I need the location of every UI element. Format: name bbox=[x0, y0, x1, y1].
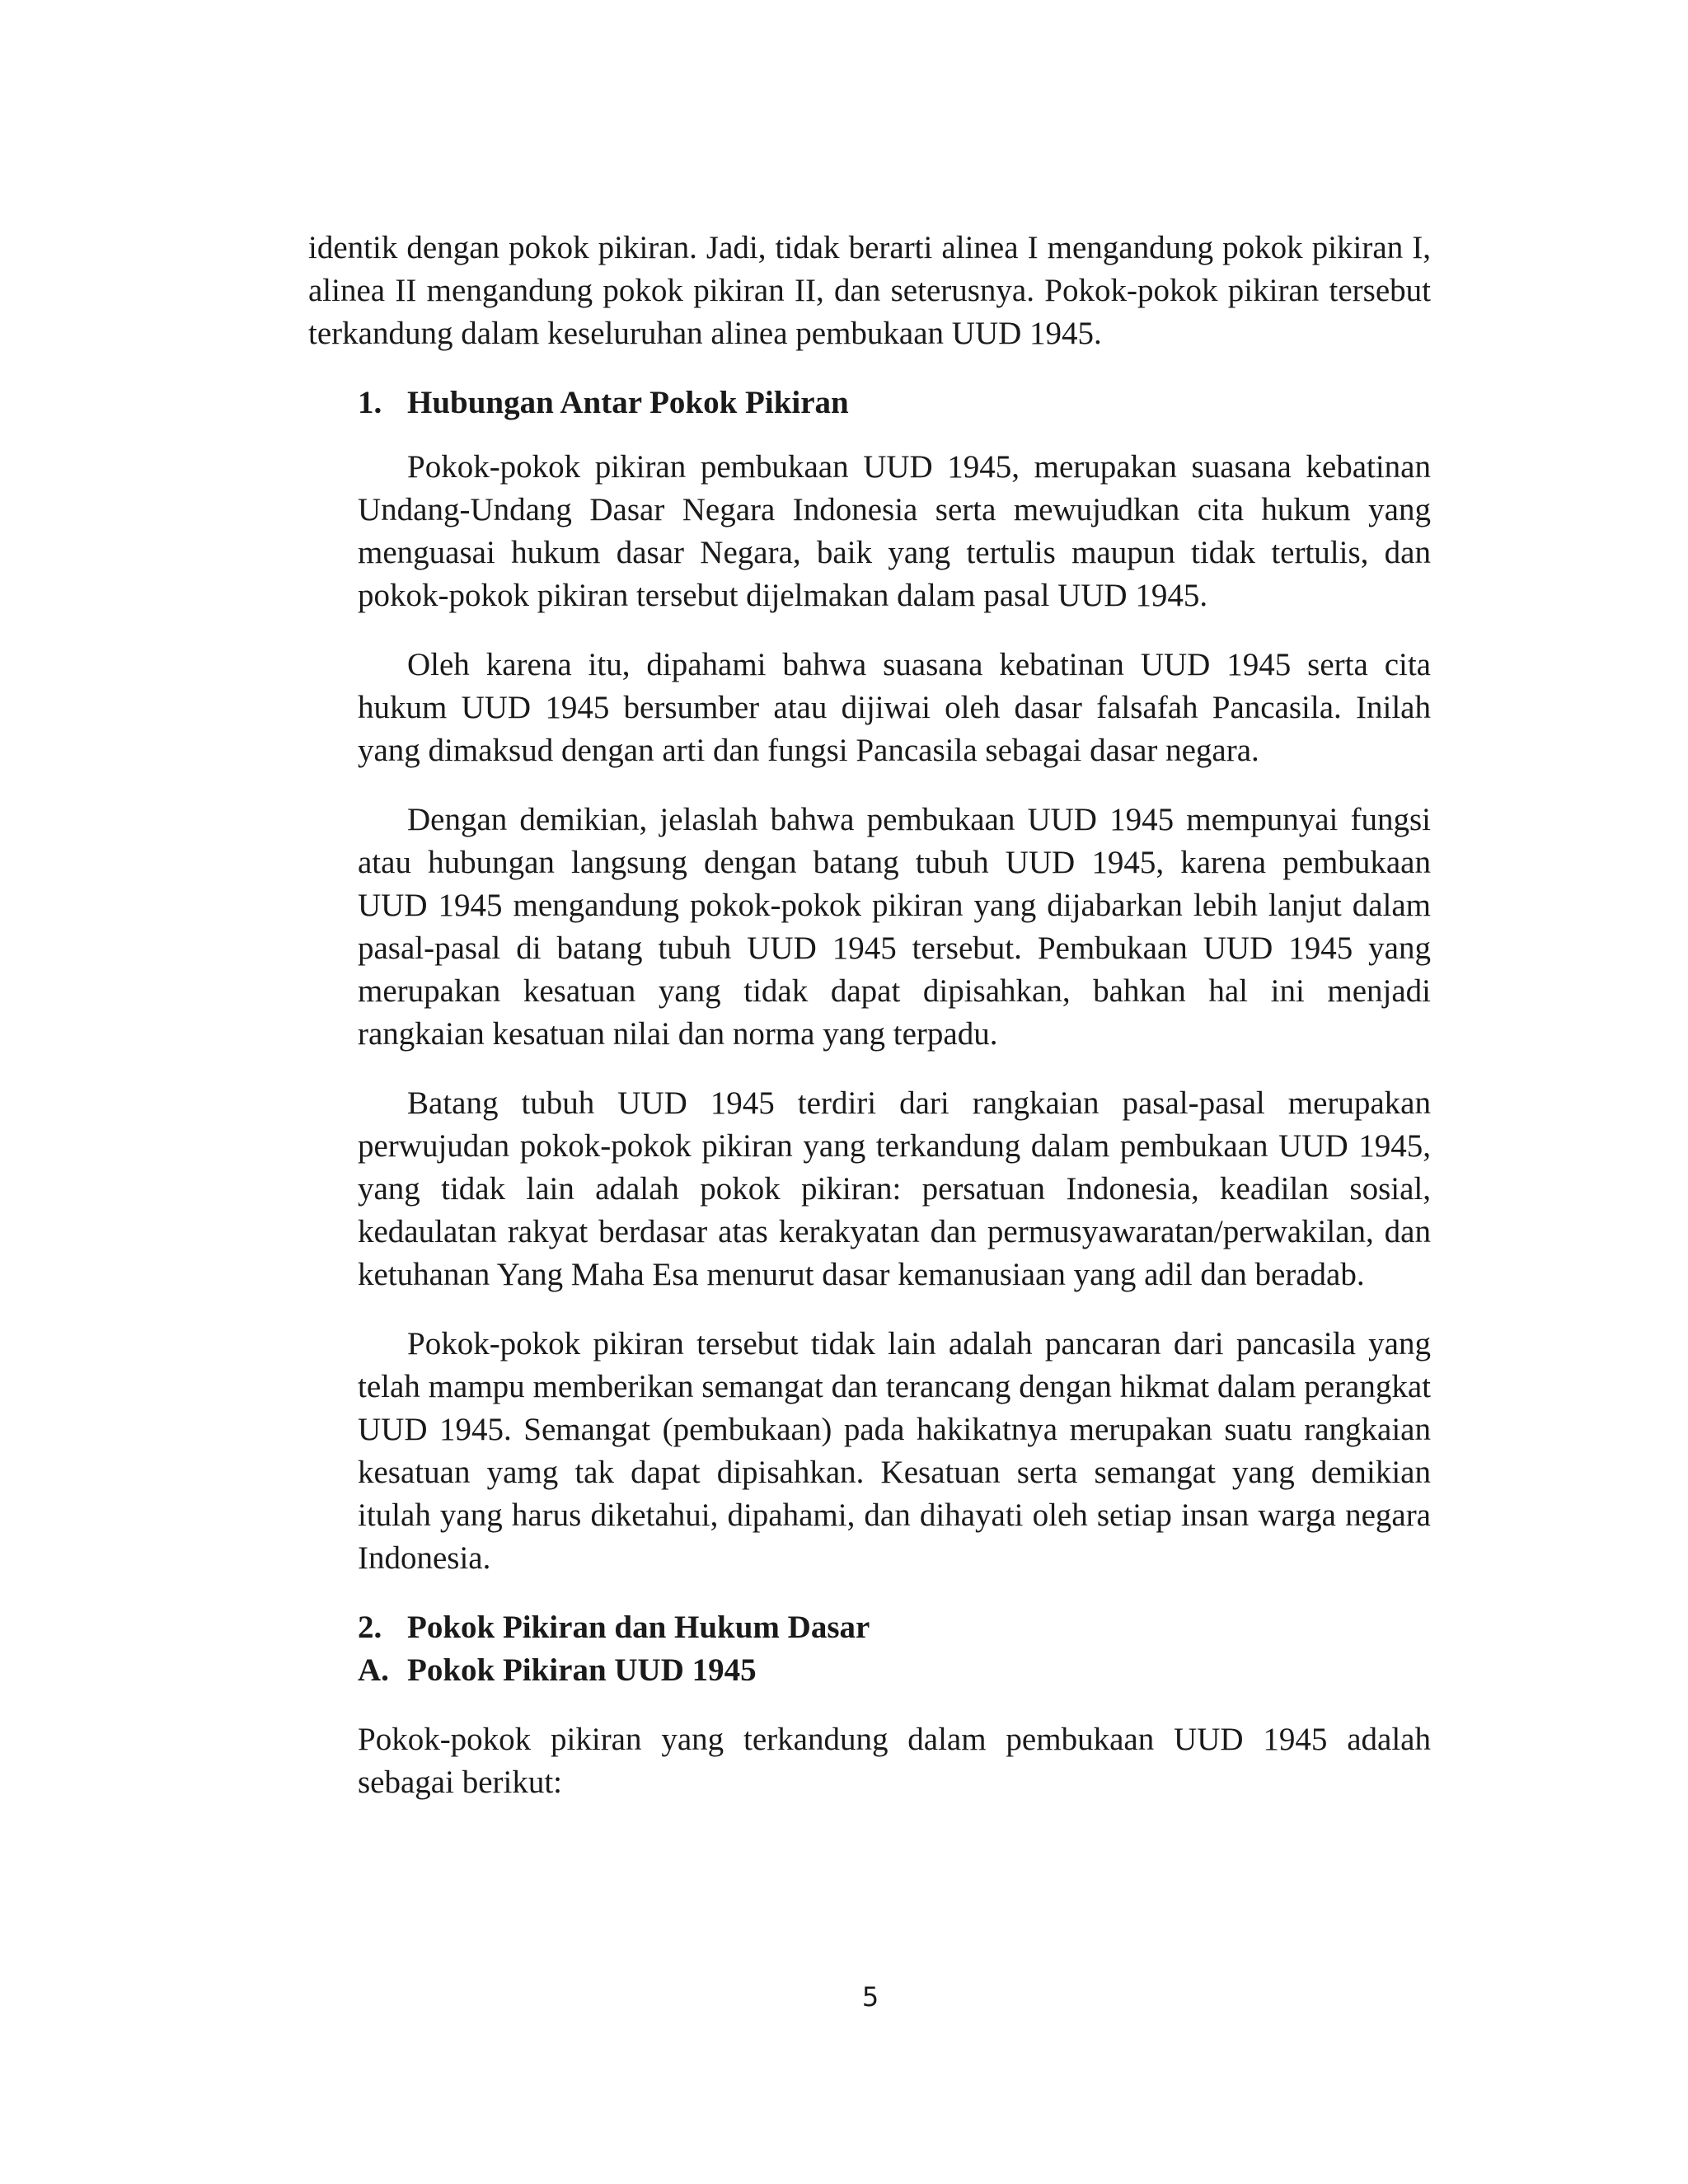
section-a-paragraph: Pokok-pokok pikiran yang terkandung dalam pembukaan UUD 1945 adalah sebagai berikut: bbox=[358, 1722, 1431, 1800]
section-1-title: Hubungan Antar Pokok Pikiran bbox=[407, 385, 849, 420]
section-1-heading bbox=[358, 382, 1431, 424]
section-a-title: Pokok Pikiran UUD 1945 bbox=[407, 1652, 757, 1688]
intro-paragraph: identik dengan pokok pikiran. Jadi, tidak berarti alinea I mengandung pokok pikiran I, alinea II mengandung pokok pikiran II, dan seterusnya. Pokok-pokok pikiran tersebut terkandung dalam keseluruhan alinea pembukaan UUD 1945. bbox=[308, 230, 1431, 351]
section-2-heading bbox=[358, 1606, 1431, 1649]
section-1-paragraph: Batang tubuh UUD 1945 terdiri dari rangkaian pasal-pasal merupakan perwujudan pokok-pokok pikiran yang terkandung dalam pembukaan UUD 1945, yang tidak lain adalah pokok pikiran: persatuan Indonesia, keadilan sosial, kedaulatan rakyat berdasar atas kerakyatan dan permusyawaratan/perwakilan, dan ketuhanan Yang Maha Esa menurut dasar kemanusiaan yang adil dan beradab. bbox=[358, 1085, 1431, 1292]
section-a-number: A. bbox=[358, 1652, 389, 1688]
section-2-title: Pokok Pikiran dan Hukum Dasar bbox=[407, 1610, 870, 1645]
section-1-number: 1. bbox=[358, 385, 382, 420]
section-2-number: 2. bbox=[358, 1610, 382, 1645]
section-1-paragraph: Pokok-pokok pikiran pembukaan UUD 1945, merupakan suasana kebatinan Undang-Undang Dasar Negara Indonesia serta mewujudkan cita hukum yang menguasai hukum dasar Negara, baik yang tertulis maupun tidak tertulis, dan pokok-pokok pikiran tersebut dijelmakan dalam pasal UUD 1945. bbox=[358, 449, 1431, 613]
section-1-paragraph: Dengan demikian, jelaslah bahwa pembukaan UUD 1945 mempunyai fungsi atau hubungan langsung dengan batang tubuh UUD 1945, karena pembukaan UUD 1945 mengandung pokok-pokok pikiran yang dijabarkan lebih lanjut dalam pasal-pasal di batang tubuh UUD 1945 tersebut. Pembukaan UUD 1945 yang merupakan kesatuan yang tidak dapat dipisahkan, bahkan hal ini menjadi rangkaian kesatuan nilai dan norma yang terpadu. bbox=[358, 802, 1431, 1052]
section-1-paragraph: Pokok-pokok pikiran tersebut tidak lain adalah pancaran dari pancasila yang telah mampu memberikan semangat dan terancang dengan hikmat dalam perangkat UUD 1945. Semangat (pembukaan) pada hakikatnya merupakan suatu rangkaian kesatuan yamg tak dapat dipisahkan. Kesatuan serta semangat yang demikian itulah yang harus diketahui, dipahami, dan dihayati oleh setiap insan warga negara Indonesia. bbox=[358, 1326, 1431, 1576]
page-content bbox=[308, 227, 1431, 1804]
page-number: 5 bbox=[861, 1981, 879, 2013]
section-1-paragraph: Oleh karena itu, dipahami bahwa suasana kebatinan UUD 1945 serta cita hukum UUD 1945 bersumber atau dijiwai oleh dasar falsafah Pancasila. Inilah yang dimaksud dengan arti dan fungsi Pancasila sebagai dasar negara. bbox=[358, 647, 1431, 768]
section-a-heading bbox=[358, 1649, 1431, 1692]
